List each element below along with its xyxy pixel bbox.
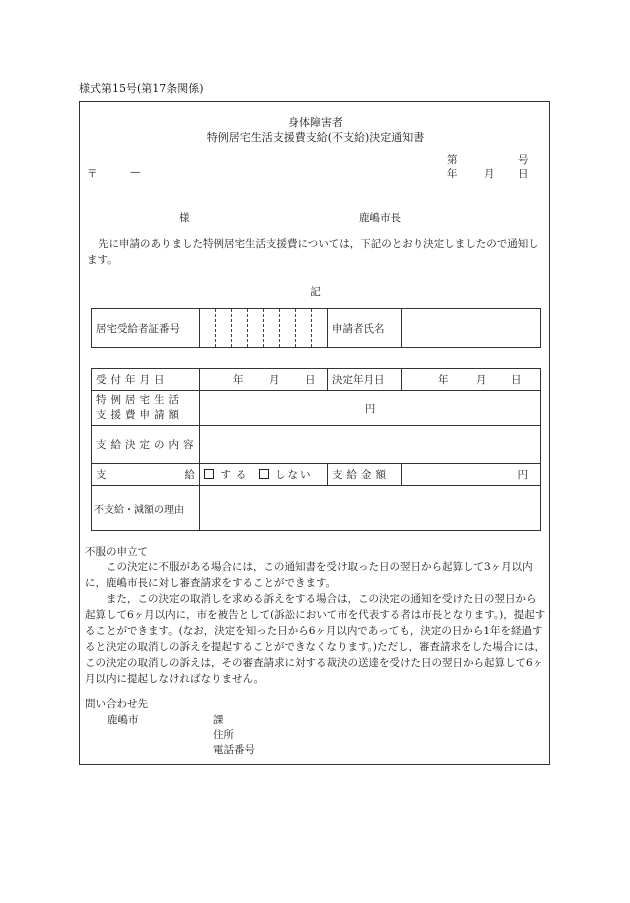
received-date-label: 受付年月日: [92, 369, 200, 391]
checkbox-yes-label: する: [220, 469, 252, 481]
certificate-table: [91, 308, 541, 348]
number-prefix: 第: [447, 154, 458, 166]
pay-label: 支 給: [92, 464, 200, 486]
received-year: 年: [233, 373, 244, 386]
intro-text: 先に申請のありました特例居宅生活支援費については，下記のとおり決定しましたので通知します。: [87, 238, 539, 266]
form-label: 様式第15号(第17条関係): [79, 82, 204, 95]
checkbox-yes[interactable]: [204, 469, 214, 479]
cert-digit-cell[interactable]: [264, 309, 280, 348]
contact-section: 課: [213, 714, 224, 726]
received-month: 月: [269, 373, 280, 386]
cert-digit-cell[interactable]: [280, 309, 296, 348]
ki-heading: 記: [310, 286, 321, 298]
checkbox-no-label: しない: [275, 469, 313, 481]
decision-content-label: 支給決定の内容: [92, 426, 200, 464]
decision-content-cell[interactable]: [200, 426, 541, 464]
pay-amount-cell[interactable]: [402, 464, 541, 486]
title-line-2: 特例居宅生活支援費支給(不支給)決定通知書: [206, 131, 425, 144]
received-date-cell[interactable]: [200, 369, 328, 391]
reason-cell[interactable]: [200, 486, 541, 531]
postal-dash: —: [130, 166, 141, 178]
appeal-paragraph-1: この決定に不服がある場合には，この通知書を受け取った日の翌日から起算して3ヶ月以内に，鹿嶋市長に対し審査請求をすることができます。: [85, 561, 533, 589]
cert-digit-cell[interactable]: [216, 309, 232, 348]
decision-day: 日: [511, 373, 522, 386]
issuer-name: 鹿嶋市長: [359, 212, 401, 224]
date-month: 月: [484, 168, 495, 180]
date-year: 年: [447, 168, 458, 180]
decision-date-cell[interactable]: [402, 369, 541, 391]
appeal-heading: 不服の申立て: [85, 546, 148, 558]
cert-number-label: 居宅受給者証番号: [92, 309, 200, 348]
postal-mark: 〒: [87, 168, 98, 180]
apply-amount-label: 特例居宅生活 支援費申請額: [92, 391, 200, 426]
apply-amount-cell[interactable]: [200, 391, 541, 426]
title-line-1: 身体障害者: [288, 116, 343, 129]
cert-digit-cell[interactable]: [200, 309, 216, 348]
date-day: 日: [518, 168, 529, 180]
decision-table: [91, 368, 541, 531]
pay-choice-cell: [200, 464, 328, 486]
cert-digit-cell[interactable]: [312, 309, 328, 348]
contact-heading: 問い合わせ先: [85, 698, 148, 710]
decision-month: 月: [476, 373, 487, 386]
applicant-name-cell[interactable]: [402, 309, 541, 348]
reason-label: 不支給・減額の理由: [92, 486, 200, 531]
document-frame: [79, 101, 550, 765]
checkbox-no[interactable]: [259, 469, 269, 479]
applicant-name-label: 申請者氏名: [328, 309, 402, 348]
contact-address: 住所: [213, 729, 234, 741]
appeal-paragraph-2: また，この決定の取消しを求める訴えをする場合は，この決定の通知を受けた日の翌日から起算して6ヶ月以内に，市を被告として(訴訟において市を代表する者は市長となります。)，提起することができます。(なお，決定を知った日から6ヶ月以内であっても，決定の日から1年を経過すると決定の取消しの訴えを提起することができなくなります。)ただし，審査請求をした場合には，この決定の取消しの訴えは，その審査請求に対する裁決の送達を受けた日の翌日から起算して6ヶ月以内に提起しなければなりません。: [85, 593, 546, 685]
pay-amount-label: 支給金額: [328, 464, 402, 486]
pay-amount-yen: 円: [517, 469, 528, 481]
cert-digit-cell[interactable]: [232, 309, 248, 348]
received-day: 日: [305, 373, 316, 386]
decision-date-label: 決定年月日: [328, 369, 402, 391]
recipient-honorific: 様: [179, 212, 190, 224]
apply-amount-yen: 円: [364, 402, 376, 415]
contact-city: 鹿嶋市: [107, 714, 139, 726]
number-suffix: 号: [518, 154, 529, 166]
decision-year: 年: [438, 373, 449, 386]
cert-digit-cell[interactable]: [296, 309, 312, 348]
cert-digit-cell[interactable]: [248, 309, 264, 348]
contact-phone: 電話番号: [213, 744, 255, 756]
